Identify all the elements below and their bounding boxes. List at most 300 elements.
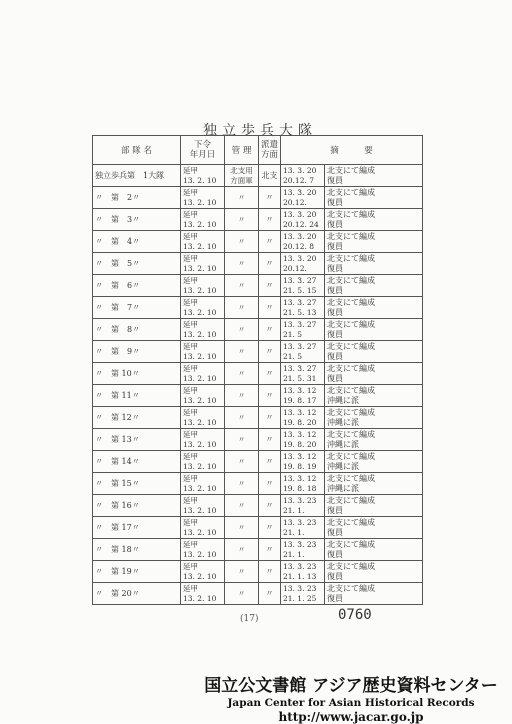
remark-date-cell <box>281 231 325 253</box>
table-row <box>93 341 423 363</box>
unit-name-unit: 〃 第 17〃 <box>95 523 140 532</box>
remark-text-cell <box>325 275 423 297</box>
unit-name-unit: 独立歩兵第 1大隊 <box>95 171 165 180</box>
dispatch-dispatch: 〃 <box>265 567 274 576</box>
remark-date-rem_date1: 13. 3. 20 <box>283 231 317 241</box>
management-cell <box>225 319 259 341</box>
management-mgmt1: 〃 <box>237 324 246 334</box>
management-cell <box>225 407 259 429</box>
order-date-date1: 延甲 <box>183 363 198 373</box>
remark-date-rem_date2: 19. 8. 17 <box>283 395 317 405</box>
remark-text-cell <box>325 517 423 539</box>
remark-text-rem2: 沖縄に派 <box>327 461 359 471</box>
management-cell <box>225 539 259 561</box>
management-mgmt1: 〃 <box>237 214 246 224</box>
remark-text-cell <box>325 451 423 473</box>
remark-date-cell <box>281 253 325 275</box>
dispatch-dispatch: 〃 <box>265 479 274 488</box>
remark-text-rem1: 北支にて編成 <box>327 297 375 307</box>
management-mgmt1: 〃 <box>237 236 246 246</box>
dispatch-cell <box>259 363 281 385</box>
table-row <box>93 517 423 539</box>
order-date-date2: 13. 2. 10 <box>183 175 217 185</box>
reference-number: 0760 <box>338 607 372 623</box>
order-date-date2: 13. 2. 10 <box>183 329 217 339</box>
remark-date-rem_date1: 13. 3. 27 <box>283 297 317 307</box>
remark-text-rem2: 復員 <box>327 175 343 185</box>
order-date-date1: 延甲 <box>183 231 198 241</box>
remark-text-cell <box>325 407 423 429</box>
remark-date-rem_date1: 13. 3. 20 <box>283 253 317 263</box>
page-title: 独立歩兵大隊 <box>203 123 317 139</box>
remark-text-rem2: 沖縄に派 <box>327 417 359 427</box>
order-date-date2: 13. 2. 10 <box>183 197 217 207</box>
unit-name-cell <box>93 495 181 517</box>
table-row <box>93 363 423 385</box>
order-date-date1: 延甲 <box>183 583 198 593</box>
remark-date-rem_date1: 13. 3. 12 <box>283 473 317 483</box>
dispatch-cell <box>259 407 281 429</box>
unit-name-cell <box>93 341 181 363</box>
unit-name-unit: 〃 第 4〃 <box>95 237 141 246</box>
management-cell <box>225 209 259 231</box>
remark-text-rem1: 北支にて編成 <box>327 539 375 549</box>
remark-text-cell <box>325 473 423 495</box>
remark-text-rem2: 復員 <box>327 571 343 581</box>
remark-date-rem_date1: 13. 3. 23 <box>283 495 317 505</box>
dispatch-dispatch: 〃 <box>265 347 274 356</box>
archive-name-en: Japan Center for Asian Historical Records <box>227 697 475 709</box>
table-header-row <box>93 136 423 165</box>
header-dispatch <box>259 136 281 165</box>
management-mgmt2: 方面軍 <box>230 175 253 185</box>
unit-name-cell <box>93 165 181 187</box>
remark-text-rem2: 復員 <box>327 197 343 207</box>
order-date-date1: 延甲 <box>183 165 198 175</box>
order-date-date2: 13. 2. 10 <box>183 241 217 251</box>
remark-text-rem2: 復員 <box>327 593 343 603</box>
remark-date-rem_date1: 13. 3. 20 <box>283 187 317 197</box>
unit-name-cell <box>93 209 181 231</box>
order-date-date2: 13. 2. 10 <box>183 483 217 493</box>
remark-text-rem1: 北支にて編成 <box>327 517 375 527</box>
order-date-date1: 延甲 <box>183 451 198 461</box>
order-date-date1: 延甲 <box>183 561 198 571</box>
remark-date-cell <box>281 473 325 495</box>
order-date-cell <box>181 473 225 495</box>
remark-date-rem_date2: 21. 1. <box>283 527 305 537</box>
remark-date-rem_date2: 19. 8. 18 <box>283 483 317 493</box>
unit-name-cell <box>93 319 181 341</box>
management-mgmt1: 〃 <box>237 368 246 378</box>
remark-date-rem_date1: 13. 3. 20 <box>283 165 317 175</box>
remark-date-rem_date2: 20.12. <box>283 263 307 273</box>
remark-date-rem_date2: 20.12. 7 <box>283 175 315 185</box>
order-date-date2: 13. 2. 10 <box>183 439 217 449</box>
remark-date-cell <box>281 341 325 363</box>
remark-date-cell <box>281 319 325 341</box>
table-row <box>93 275 423 297</box>
order-date-date1: 延甲 <box>183 341 198 351</box>
remark-date-cell <box>281 495 325 517</box>
unit-name-unit: 〃 第 19〃 <box>95 567 140 576</box>
remark-text-cell <box>325 561 423 583</box>
management-cell <box>225 473 259 495</box>
order-date-date2: 13. 2. 10 <box>183 505 217 515</box>
management-cell <box>225 165 259 187</box>
unit-name-unit: 〃 第 11〃 <box>95 391 140 400</box>
order-date-cell <box>181 583 225 605</box>
header-dispatch-bottom: 方面 <box>261 150 279 160</box>
management-mgmt1: 〃 <box>237 390 246 400</box>
remark-text-rem2: 復員 <box>327 527 343 537</box>
remark-text-rem2: 復員 <box>327 329 343 339</box>
unit-name-unit: 〃 第 6〃 <box>95 281 141 290</box>
remark-text-cell <box>325 583 423 605</box>
remark-text-rem2: 復員 <box>327 549 343 559</box>
remark-text-rem2: 沖縄に派 <box>327 483 359 493</box>
table-row <box>93 451 423 473</box>
remark-date-cell <box>281 385 325 407</box>
remark-date-rem_date1: 13. 3. 12 <box>283 451 317 461</box>
dispatch-dispatch: 北支 <box>261 171 278 180</box>
order-date-date2: 13. 2. 10 <box>183 307 217 317</box>
dispatch-dispatch: 〃 <box>265 391 274 400</box>
order-date-cell <box>181 297 225 319</box>
remark-date-cell <box>281 583 325 605</box>
order-date-date1: 延甲 <box>183 297 198 307</box>
remark-date-rem_date2: 21. 5 <box>283 351 303 361</box>
remark-date-rem_date2: 19. 8. 20 <box>283 439 317 449</box>
archive-url: http://www.jacar.go.jp <box>278 710 424 724</box>
remark-text-rem2: 沖縄に派 <box>327 395 359 405</box>
remark-date-cell <box>281 429 325 451</box>
remark-date-rem_date2: 21. 1. 25 <box>283 593 317 603</box>
remark-text-cell <box>325 341 423 363</box>
management-mgmt1: 〃 <box>237 478 246 488</box>
dispatch-dispatch: 〃 <box>265 259 274 268</box>
remark-date-cell <box>281 451 325 473</box>
unit-name-cell <box>93 275 181 297</box>
table-row <box>93 231 423 253</box>
remark-text-rem1: 北支にて編成 <box>327 495 375 505</box>
unit-name-cell <box>93 385 181 407</box>
unit-name-unit: 〃 第 10〃 <box>95 369 140 378</box>
management-mgmt1: 〃 <box>237 588 246 598</box>
header-unit: 部 隊 名 <box>93 136 181 165</box>
remark-text-rem1: 北支にて編成 <box>327 341 375 351</box>
order-date-date2: 13. 2. 10 <box>183 461 217 471</box>
dispatch-dispatch: 〃 <box>265 413 274 422</box>
dispatch-cell <box>259 429 281 451</box>
unit-name-unit: 〃 第 7〃 <box>95 303 141 312</box>
management-cell <box>225 561 259 583</box>
dispatch-cell <box>259 517 281 539</box>
table-row <box>93 297 423 319</box>
order-date-date1: 延甲 <box>183 275 198 285</box>
remark-text-cell <box>325 539 423 561</box>
unit-name-unit: 〃 第 3〃 <box>95 215 141 224</box>
table-row <box>93 583 423 605</box>
management-mgmt1: 〃 <box>237 280 246 290</box>
header-date-top: 下令 <box>193 140 211 150</box>
remark-text-cell <box>325 429 423 451</box>
remark-text-cell <box>325 385 423 407</box>
unit-name-unit: 〃 第 14〃 <box>95 457 140 466</box>
management-cell <box>225 451 259 473</box>
remark-date-rem_date2: 21. 1. <box>283 505 305 515</box>
remark-text-cell <box>325 363 423 385</box>
remark-text-cell <box>325 231 423 253</box>
remark-date-rem_date2: 21. 5 <box>283 329 303 339</box>
unit-name-cell <box>93 363 181 385</box>
management-cell <box>225 253 259 275</box>
remark-text-rem2: 復員 <box>327 505 343 515</box>
remark-date-rem_date1: 13. 3. 27 <box>283 363 317 373</box>
remark-text-cell <box>325 495 423 517</box>
unit-name-cell <box>93 451 181 473</box>
unit-name-unit: 〃 第 16〃 <box>95 501 140 510</box>
unit-name-unit: 〃 第 20〃 <box>95 589 140 598</box>
management-cell <box>225 583 259 605</box>
order-date-date2: 13. 2. 10 <box>183 417 217 427</box>
dispatch-cell <box>259 561 281 583</box>
remark-date-rem_date2: 21. 5. 13 <box>283 307 317 317</box>
remark-text-rem2: 復員 <box>327 263 343 273</box>
dispatch-cell <box>259 451 281 473</box>
unit-name-cell <box>93 407 181 429</box>
remark-text-cell <box>325 209 423 231</box>
dispatch-cell <box>259 583 281 605</box>
unit-name-cell <box>93 561 181 583</box>
management-mgmt1: 〃 <box>237 522 246 532</box>
remark-date-rem_date1: 13. 3. 23 <box>283 561 317 571</box>
management-mgmt1: 〃 <box>237 456 246 466</box>
remark-date-rem_date1: 13. 3. 20 <box>283 209 317 219</box>
remark-text-rem1: 北支にて編成 <box>327 209 375 219</box>
remark-text-rem1: 北支にて編成 <box>327 451 375 461</box>
remark-text-cell <box>325 187 423 209</box>
table-row <box>93 385 423 407</box>
order-date-cell <box>181 385 225 407</box>
table-row <box>93 495 423 517</box>
dispatch-cell <box>259 385 281 407</box>
remark-date-cell <box>281 407 325 429</box>
order-date-cell <box>181 319 225 341</box>
remark-text-rem1: 北支にて編成 <box>327 187 375 197</box>
remark-date-rem_date2: 21. 5. 31 <box>283 373 317 383</box>
table-row <box>93 319 423 341</box>
order-date-date1: 延甲 <box>183 495 198 505</box>
management-mgmt1: 〃 <box>237 302 246 312</box>
remark-date-rem_date1: 13. 3. 12 <box>283 429 317 439</box>
unit-name-cell <box>93 231 181 253</box>
order-date-cell <box>181 253 225 275</box>
remark-date-cell <box>281 363 325 385</box>
remark-text-rem1: 北支にて編成 <box>327 583 375 593</box>
management-cell <box>225 495 259 517</box>
dispatch-cell <box>259 473 281 495</box>
remark-text-rem1: 北支にて編成 <box>327 275 375 285</box>
order-date-date2: 13. 2. 10 <box>183 395 217 405</box>
dispatch-cell <box>259 297 281 319</box>
header-management: 管 理 <box>225 136 259 165</box>
remark-date-cell <box>281 275 325 297</box>
unit-name-cell <box>93 539 181 561</box>
management-cell <box>225 429 259 451</box>
remark-date-rem_date1: 13. 3. 27 <box>283 341 317 351</box>
dispatch-cell <box>259 275 281 297</box>
dispatch-cell <box>259 187 281 209</box>
remark-date-cell <box>281 297 325 319</box>
remark-text-rem1: 北支にて編成 <box>327 429 375 439</box>
unit-name-cell <box>93 583 181 605</box>
dispatch-cell <box>259 539 281 561</box>
order-date-date1: 延甲 <box>183 209 198 219</box>
dispatch-dispatch: 〃 <box>265 545 274 554</box>
dispatch-dispatch: 〃 <box>265 369 274 378</box>
dispatch-dispatch: 〃 <box>265 589 274 598</box>
dispatch-dispatch: 〃 <box>265 215 274 224</box>
unit-name-unit: 〃 第 9〃 <box>95 347 141 356</box>
dispatch-dispatch: 〃 <box>265 325 274 334</box>
remark-date-rem_date1: 13. 3. 23 <box>283 539 317 549</box>
order-date-date2: 13. 2. 10 <box>183 219 217 229</box>
remark-date-cell <box>281 539 325 561</box>
management-cell <box>225 231 259 253</box>
dispatch-dispatch: 〃 <box>265 281 274 290</box>
remark-date-rem_date1: 13. 3. 27 <box>283 275 317 285</box>
dispatch-dispatch: 〃 <box>265 457 274 466</box>
order-date-cell <box>181 407 225 429</box>
remark-text-rem1: 北支にて編成 <box>327 473 375 483</box>
dispatch-cell <box>259 319 281 341</box>
table-row <box>93 165 423 187</box>
order-date-cell <box>181 429 225 451</box>
dispatch-cell <box>259 209 281 231</box>
unit-name-unit: 〃 第 8〃 <box>95 325 141 334</box>
order-date-cell <box>181 275 225 297</box>
management-mgmt1: 北支用 <box>230 165 253 175</box>
dispatch-dispatch: 〃 <box>265 237 274 246</box>
header-date <box>181 136 225 165</box>
management-cell <box>225 363 259 385</box>
management-mgmt1: 〃 <box>237 434 246 444</box>
remark-date-cell <box>281 187 325 209</box>
dispatch-dispatch: 〃 <box>265 523 274 532</box>
management-mgmt1: 〃 <box>237 544 246 554</box>
table-row <box>93 539 423 561</box>
dispatch-cell <box>259 341 281 363</box>
order-date-date2: 13. 2. 10 <box>183 351 217 361</box>
unit-name-cell <box>93 429 181 451</box>
management-cell <box>225 341 259 363</box>
dispatch-dispatch: 〃 <box>265 501 274 510</box>
order-date-date1: 延甲 <box>183 473 198 483</box>
archive-footer <box>196 671 506 724</box>
unit-name-unit: 〃 第 12〃 <box>95 413 140 422</box>
remark-text-rem1: 北支にて編成 <box>327 407 375 417</box>
table-row <box>93 187 423 209</box>
order-date-date1: 延甲 <box>183 253 198 263</box>
unit-name-unit: 〃 第 2〃 <box>95 193 141 202</box>
order-date-cell <box>181 561 225 583</box>
dispatch-dispatch: 〃 <box>265 303 274 312</box>
order-date-cell <box>181 165 225 187</box>
order-date-date2: 13. 2. 10 <box>183 549 217 559</box>
remark-text-rem2: 復員 <box>327 219 343 229</box>
remark-date-rem_date2: 19. 8. 20 <box>283 417 317 427</box>
unit-name-cell <box>93 253 181 275</box>
table-body <box>93 165 423 605</box>
remark-text-rem1: 北支にて編成 <box>327 165 375 175</box>
page-number: (17) <box>240 614 259 624</box>
remark-date-rem_date1: 13. 3. 23 <box>283 517 317 527</box>
remark-text-cell <box>325 319 423 341</box>
management-mgmt1: 〃 <box>237 192 246 202</box>
order-date-date1: 延甲 <box>183 407 198 417</box>
table-row <box>93 209 423 231</box>
remark-date-rem_date2: 20.12. 24 <box>283 219 319 229</box>
remark-text-rem1: 北支にて編成 <box>327 231 375 241</box>
unit-name-unit: 〃 第 13〃 <box>95 435 140 444</box>
remark-text-rem1: 北支にて編成 <box>327 561 375 571</box>
order-date-cell <box>181 341 225 363</box>
order-date-date2: 13. 2. 10 <box>183 593 217 603</box>
unit-name-cell <box>93 473 181 495</box>
unit-name-cell <box>93 187 181 209</box>
remark-date-cell <box>281 209 325 231</box>
order-date-date2: 13. 2. 10 <box>183 285 217 295</box>
unit-register-table <box>92 135 423 605</box>
management-mgmt1: 〃 <box>237 258 246 268</box>
table-row <box>93 407 423 429</box>
remark-date-rem_date2: 21. 5. 15 <box>283 285 317 295</box>
order-date-cell <box>181 451 225 473</box>
remark-date-rem_date2: 21. 1. <box>283 549 305 559</box>
table-row <box>93 429 423 451</box>
order-date-date1: 延甲 <box>183 429 198 439</box>
order-date-cell <box>181 209 225 231</box>
remark-date-rem_date1: 13. 3. 12 <box>283 385 317 395</box>
dispatch-cell <box>259 253 281 275</box>
order-date-date2: 13. 2. 10 <box>183 263 217 273</box>
order-date-date1: 延甲 <box>183 187 198 197</box>
order-date-date2: 13. 2. 10 <box>183 527 217 537</box>
remark-date-cell <box>281 165 325 187</box>
remark-text-rem2: 復員 <box>327 351 343 361</box>
remark-date-cell <box>281 517 325 539</box>
remark-date-cell <box>281 561 325 583</box>
management-mgmt1: 〃 <box>237 566 246 576</box>
remark-text-rem2: 復員 <box>327 285 343 295</box>
table-row <box>93 561 423 583</box>
order-date-date1: 延甲 <box>183 539 198 549</box>
dispatch-cell <box>259 231 281 253</box>
management-mgmt1: 〃 <box>237 346 246 356</box>
unit-name-unit: 〃 第 15〃 <box>95 479 140 488</box>
remark-date-rem_date1: 13. 3. 12 <box>283 407 317 417</box>
remark-date-rem_date2: 20.12. <box>283 197 307 207</box>
archive-name-jp: 国立公文書館 アジア歴史資料センター <box>204 676 498 696</box>
remark-text-rem2: 復員 <box>327 241 343 251</box>
header-date-bottom: 年月日 <box>189 150 216 160</box>
order-date-date1: 延甲 <box>183 517 198 527</box>
order-date-date2: 13. 2. 10 <box>183 571 217 581</box>
remark-text-rem1: 北支にて編成 <box>327 319 375 329</box>
unit-name-unit: 〃 第 5〃 <box>95 259 141 268</box>
dispatch-dispatch: 〃 <box>265 193 274 202</box>
